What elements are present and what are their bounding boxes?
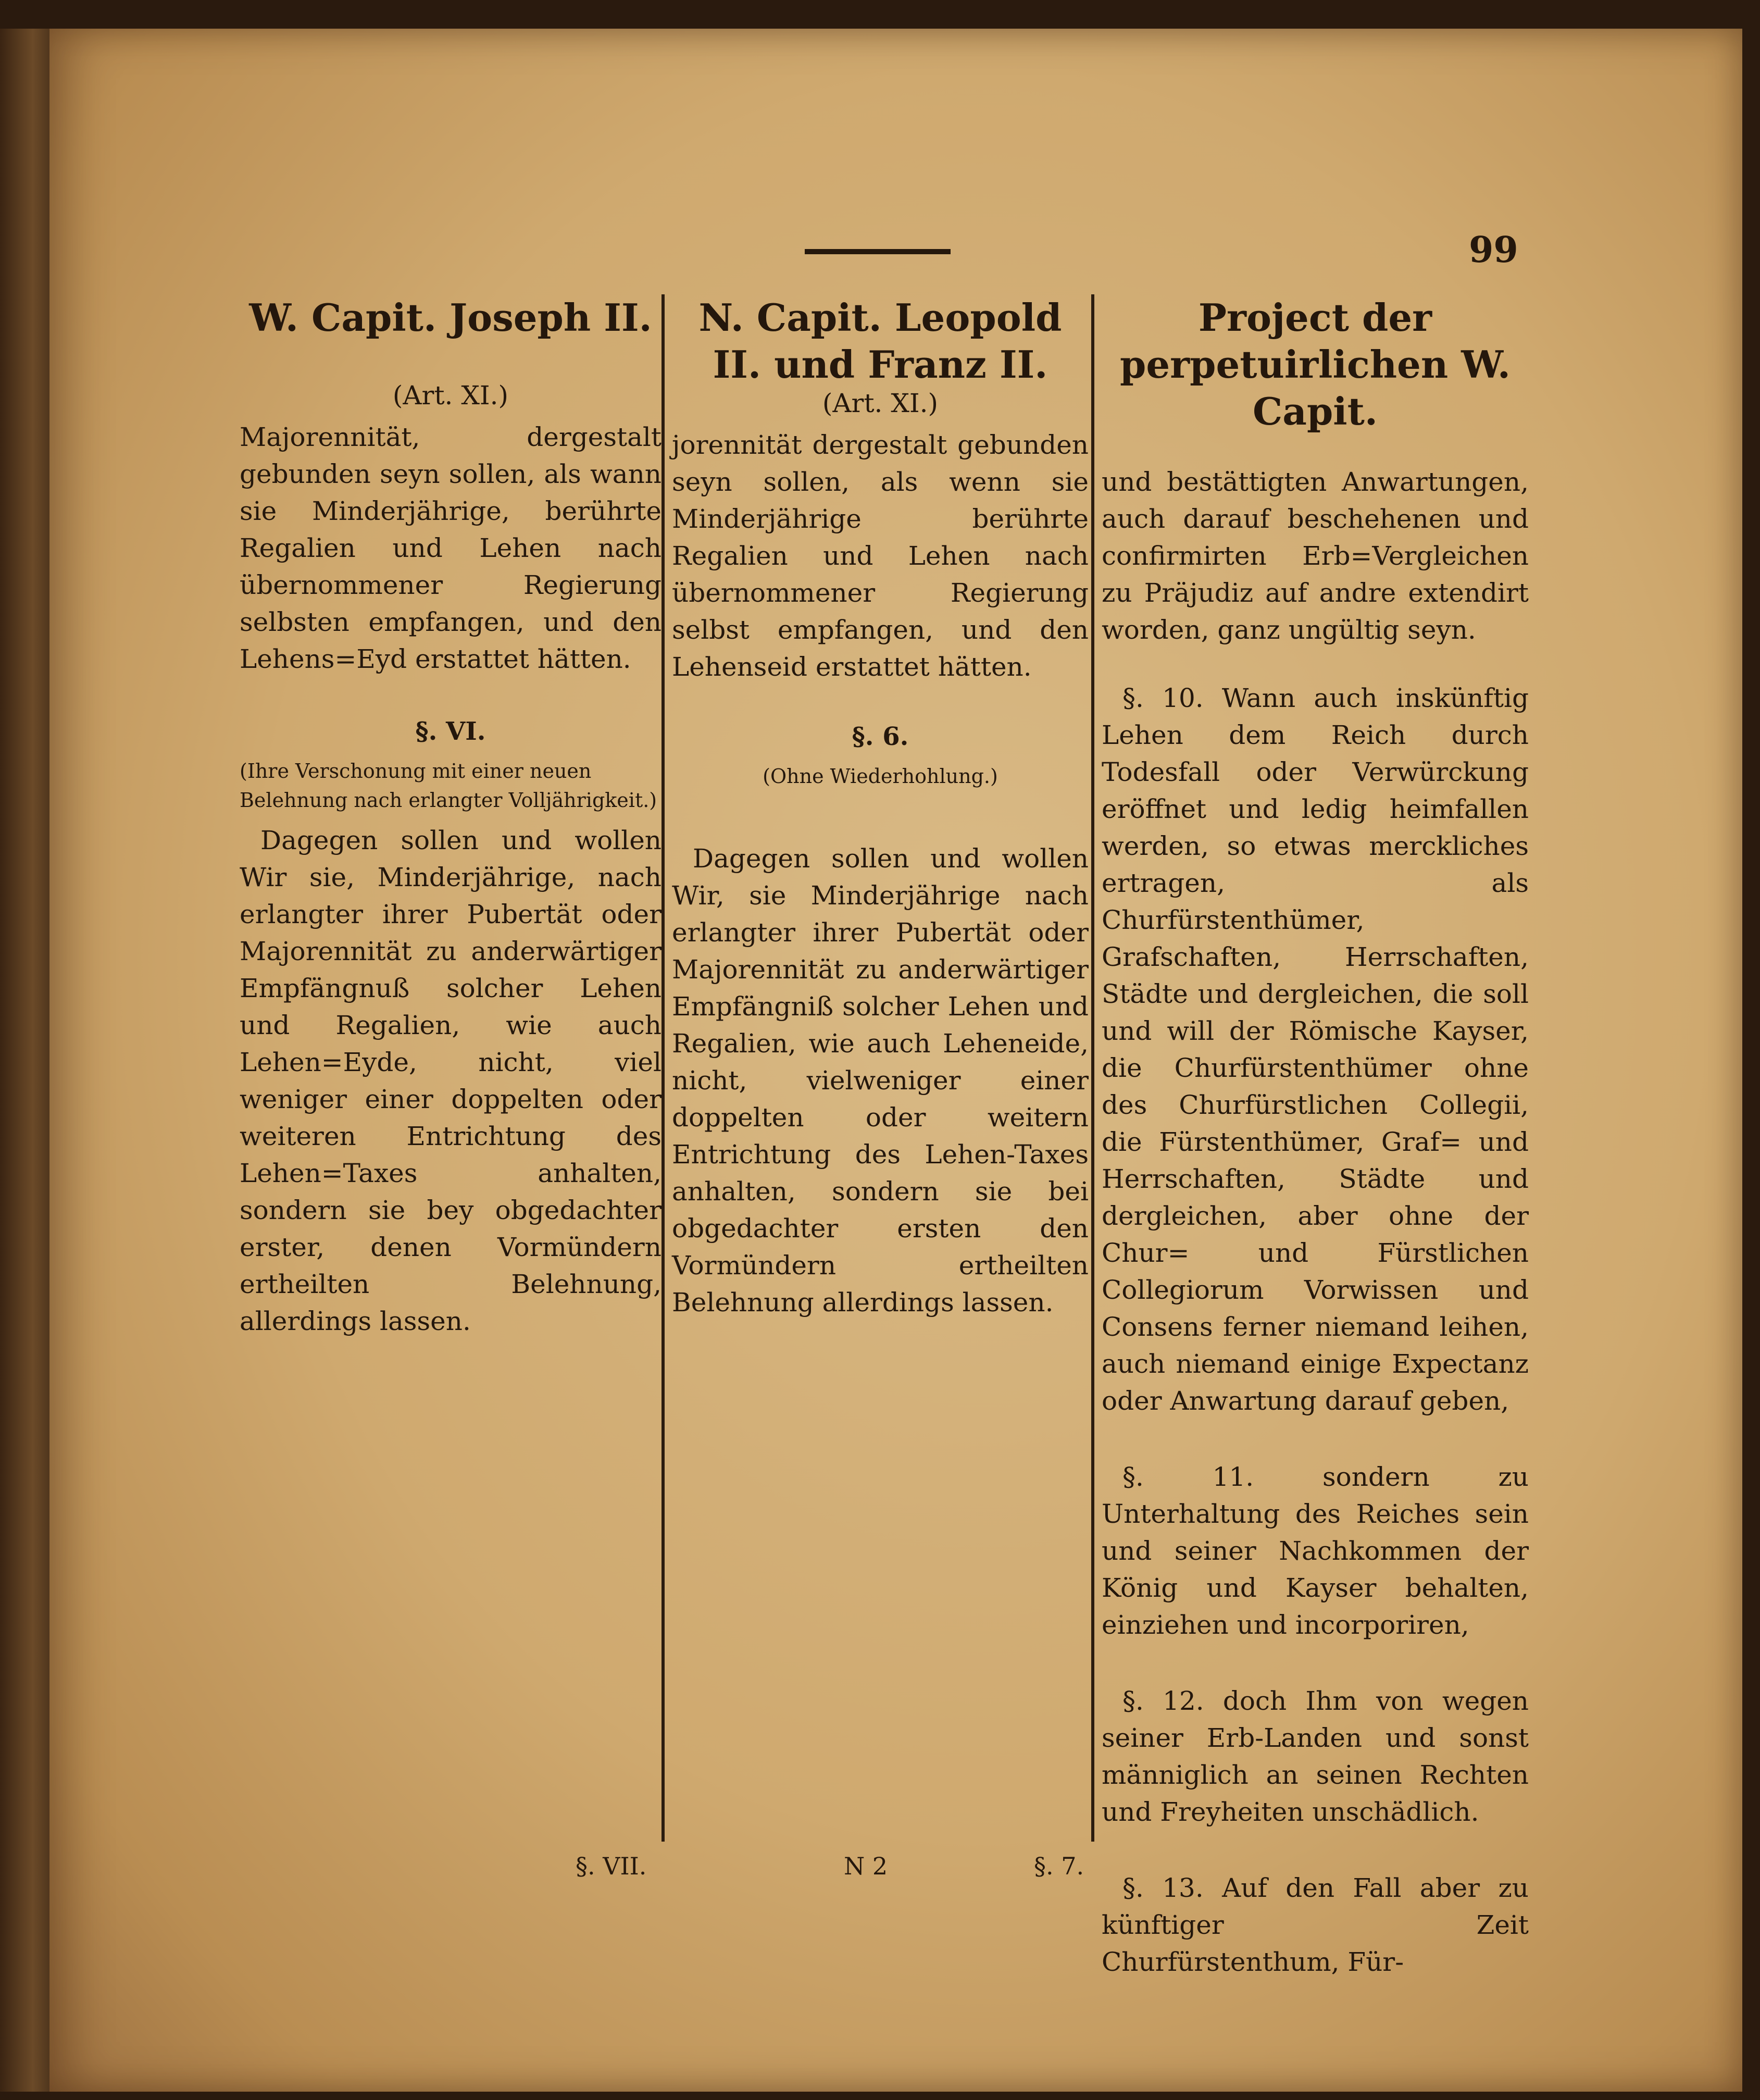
section-heading: §. VI.: [415, 717, 486, 746]
column-leopold-franz: [672, 294, 1089, 1321]
column-divider-right: [1091, 294, 1094, 1842]
article-label: (Art. XI.): [392, 380, 509, 411]
body-text: Dagegen sollen und wollen Wir sie, Minderjährige, nach erlangter ihrer Pubertät oder Majorennität zu anderwärtiger Empfängnuß solcher Lehen und Regalien, wie auch Lehen=Eyde, nicht, viel weniger einer doppelten oder weiteren Entrichtung des Lehen=Taxes anhalten, sondern sie bey obgedachter erster, denen Vormündern ertheilten Belehnung, allerdings lassen.: [240, 825, 661, 1336]
catchword-left: §. VII.: [576, 1852, 647, 1880]
body-text: Majorennität, dergestalt gebunden seyn sollen, als wann sie Minderjährige, berührte Regalien und Lehen nach übernommener Regierung selbsten empfangen, und den Lehens=Eyd erstattet hätten.: [240, 422, 661, 674]
page-number: 99: [1469, 229, 1518, 271]
paragraph-10: §. 10. Wann auch inskünftig Lehen dem Reich durch Todesfall oder Verwürckung eröffnet und ledig heimfallen werden, so etwas merckliches ertragen, als Churfürstenthümer, Grafschaften, Herrschaften, Städte und dergleichen, die soll und will der Römische Kayser, die Churfürstenthümer ohne des Churfürstlichen Collegii, die Fürstenthümer, Graf= und Herrschaften, Städte und dergleichen, aber ohne der Chur= und Fürstlichen Collegiorum Vorwissen und Consens ferner niemand leihen, auch niemand einige Expectanz oder Anwartung darauf geben,: [1102, 683, 1529, 1416]
column-heading: N. Capit. Leopold II. und Franz II.: [698, 295, 1062, 387]
paragraph-13: §. 13. Auf den Fall aber zu künftiger Zeit Churfürstenthum, Für-: [1102, 1873, 1529, 1977]
column-project: [1102, 294, 1529, 1981]
header-rule: [805, 249, 951, 254]
paragraph-11: §. 11. sondern zu Unterhaltung des Reiches sein und seiner Nachkommen der König und Kayser behalten, einziehen und incorporiren,: [1102, 1462, 1529, 1640]
body-text: jorennität dergestalt gebunden seyn sollen, als wenn sie Minderjährige berührte Regalien und Lehen nach übernommener Regierung selbst empfangen, und den Lehenseid erstattet hätten.: [672, 430, 1089, 682]
column-heading: W. Capit. Joseph II.: [249, 295, 652, 340]
body-text: Dagegen sollen und wollen Wir, sie Minderjährige nach erlangter ihrer Pubertät oder Majorennität zu anderwärtiger Empfängniß solcher Lehen und Regalien, wie auch Leheneide, nicht, vielweniger einer doppelten oder weitern Entrichtung des Lehen-Taxes anhalten, sondern sie bei obgedachter ersten den Vormündern ertheilten Belehnung allerdings lassen.: [672, 843, 1089, 1318]
article-label: (Art. XI.): [822, 388, 939, 418]
body-text: und bestättigten Anwartungen, auch darauf beschehenen und confirmirten Erb=Vergleichen zu Präjudiz auf andre extendirt worden, ganz ungültig seyn.: [1102, 467, 1529, 645]
column-joseph-ii: [240, 294, 661, 1340]
signature-mark: N 2: [844, 1852, 888, 1880]
catchword-middle: §. 7.: [1034, 1852, 1084, 1880]
paragraph-12: §. 12. doch Ihm von wegen seiner Erb-Landen und sonst männiglich an seinen Rechten und Freyheiten unschädlich.: [1102, 1686, 1529, 1827]
column-heading: Project der perpetuirlichen W. Capit.: [1120, 295, 1511, 433]
section-note: (Ohne Wiederhohlung.): [763, 765, 998, 788]
section-note: (Ihre Verschonung mit einer neuen Belehnung nach erlangter Volljährigkeit.): [240, 760, 657, 812]
section-heading: §. 6.: [852, 722, 909, 751]
column-divider-left: [661, 294, 665, 1842]
